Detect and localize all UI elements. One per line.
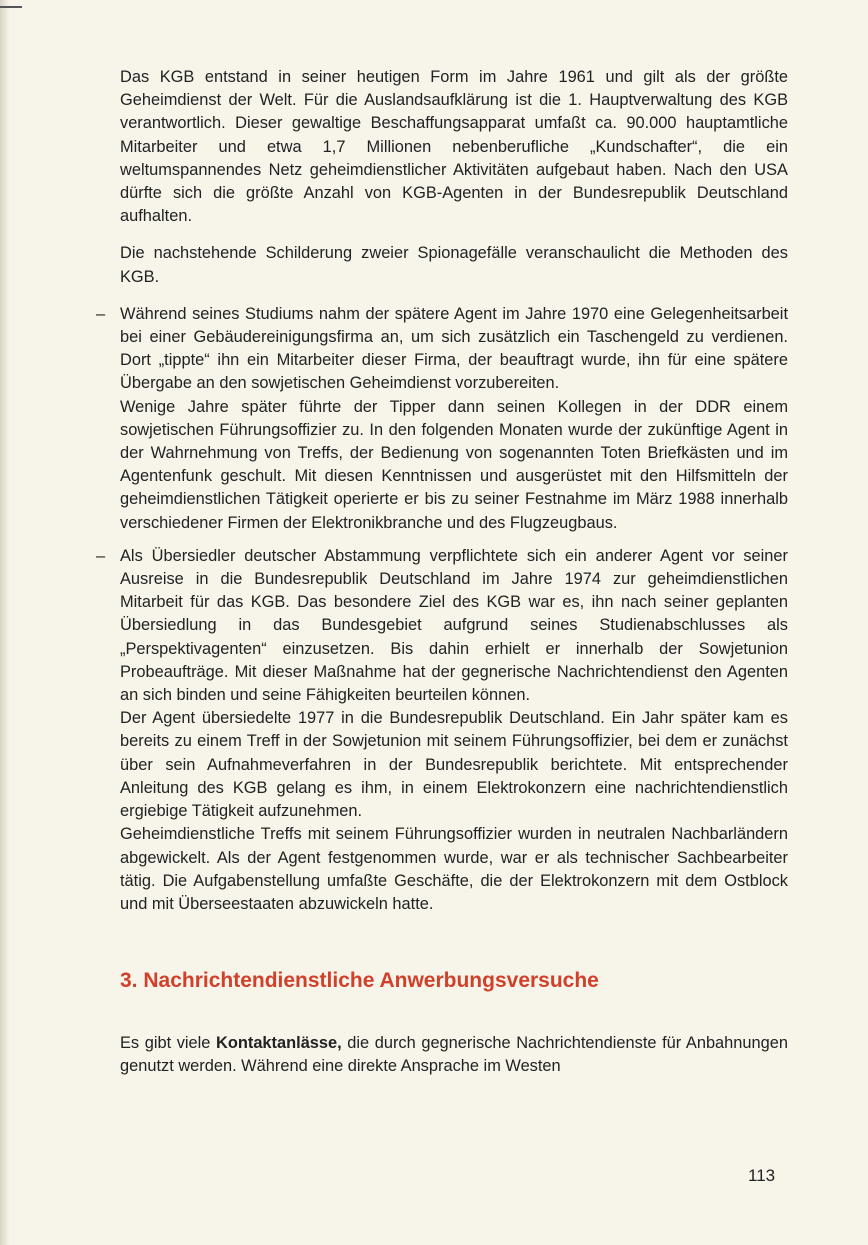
- section-heading: 3. Nachrichtendienstliche Anwerbungsversuche: [120, 969, 599, 993]
- case-2-paragraph-3: Geheimdienstliche Treffs mit seinem Führungsoffizier wurden in neutralen Nachbarländern abgewickelt. Als der Agent festgenommen wurde, war er als technischer Sachbearbeiter tätig. Die Aufgabenstellung umfaßte Geschäfte, die der Elektrokonzern mit dem Ostblock und mit Überseestaaten abzuwickeln hatte.: [120, 825, 788, 913]
- case-item-1: [96, 303, 788, 535]
- intro-paragraph-1: Das KGB entstand in seiner heutigen Form im Jahre 1961 und gilt als der größte Geheimdienst der Welt. Für die Auslandsaufklärung ist die 1. Hauptverwaltung des KGB verantwortlich. Dieser gewaltige Beschaffungsapparat umfaßt ca. 90.000 hauptamtliche Mitarbeiter und etwa 1,7 Millionen nebenberufliche „Kundschafter“, die ein weltumspannendes Netz geheimdienstlicher Aktivitäten aufgebaut haben. Nach den USA dürfte sich die größte Anzahl von KGB-Agenten in der Bundesrepublik Deutschland aufhalten.: [120, 68, 788, 226]
- dash-bullet: –: [96, 546, 106, 565]
- case-1-paragraph-1: Während seines Studiums nahm der spätere Agent im Jahre 1970 eine Gelegenheitsarbeit bei einer Gebäudereinigungsfirma an, um sich zusätzlich ein Taschengeld zu verdienen. Dort „tippte“ ihn ein Mitarbeiter dieser Firma, der beauftragt wurde, ihn für eine spätere Übergabe an den sowjetischen Geheimdienst vorzubereiten.: [120, 304, 788, 393]
- case-1-paragraph-2: Wenige Jahre später führte der Tipper dann seinen Kollegen in der DDR einem sowjetischen Führungsoffizier zu. In den folgenden Monaten wurde der zukünftige Agent in der Wahrnehmung von Treffs, der Bedienung von sogenannten Toten Briefkästen und im Agentenfunk geschult. Mit diesen Kenntnissen und ausgerüstet mit den Hilfsmitteln der geheimdienstlichen Tätigkeit operierte er bis zu seiner Festnahme im März 1988 innerhalb verschiedener Firmen der Elektronikbranche und des Flugzeugbaus.: [120, 397, 788, 532]
- page-content: [96, 66, 788, 1093]
- dash-bullet: –: [96, 304, 106, 323]
- page-number: 113: [748, 1166, 776, 1185]
- case-2-paragraph-1: Als Übersiedler deutscher Abstammung verpflichtete sich ein anderer Agent vor seiner Ausreise in die Bundesrepublik Deutschland im Jahre 1974 zur geheimdienstlichen Mitarbeit für das KGB. Das besondere Ziel des KGB war es, ihn nach seiner geplanten Übersiedlung in das Bundesgebiet aufgrund seines Studienabschlusses als „Perspektivagenten“ einzusetzen. Bis dahin erhielt er innerhalb der Sowjetunion Probeaufträge. Mit dieser Maßnahme hat der gegnerische Nachrichtendienst den Agenten an sich binden und seine Fähigkeiten beurteilen können.: [120, 546, 788, 705]
- scan-edge: [0, 0, 10, 1245]
- case-item-2: [96, 545, 788, 916]
- case-2-paragraph-2: Der Agent übersiedelte 1977 in die Bundesrepublik Deutschland. Ein Jahr später kam es bereits zu einem Treff in der Sowjetunion mit seinem Führungsoffizier, bei dem er zunächst über sein Aufnahmeverfahren in der Bundesrepublik berichtete. Mit entsprechender Anleitung des KGB gelang es ihm, in einem Elektrokonzern eine nachrichtendienstlich ergiebige Tätigkeit aufzunehmen.: [120, 709, 788, 821]
- corner-mark: [0, 6, 22, 8]
- intro-paragraph-2: Die nachstehende Schilderung zweier Spionagefälle veranschaulicht die Methoden des KGB.: [120, 244, 788, 286]
- section-paragraph-end: die durch gegnerische Nachrichtendienste für Anbahnungen genutzt werden. Während eine direkte Ansprache im Westen: [120, 1034, 788, 1076]
- keyword-kontaktanlaesse: Kontaktanlässe,: [216, 1034, 342, 1053]
- section-paragraph: [120, 1032, 788, 1078]
- section-paragraph-start: Es gibt viele: [120, 1034, 216, 1053]
